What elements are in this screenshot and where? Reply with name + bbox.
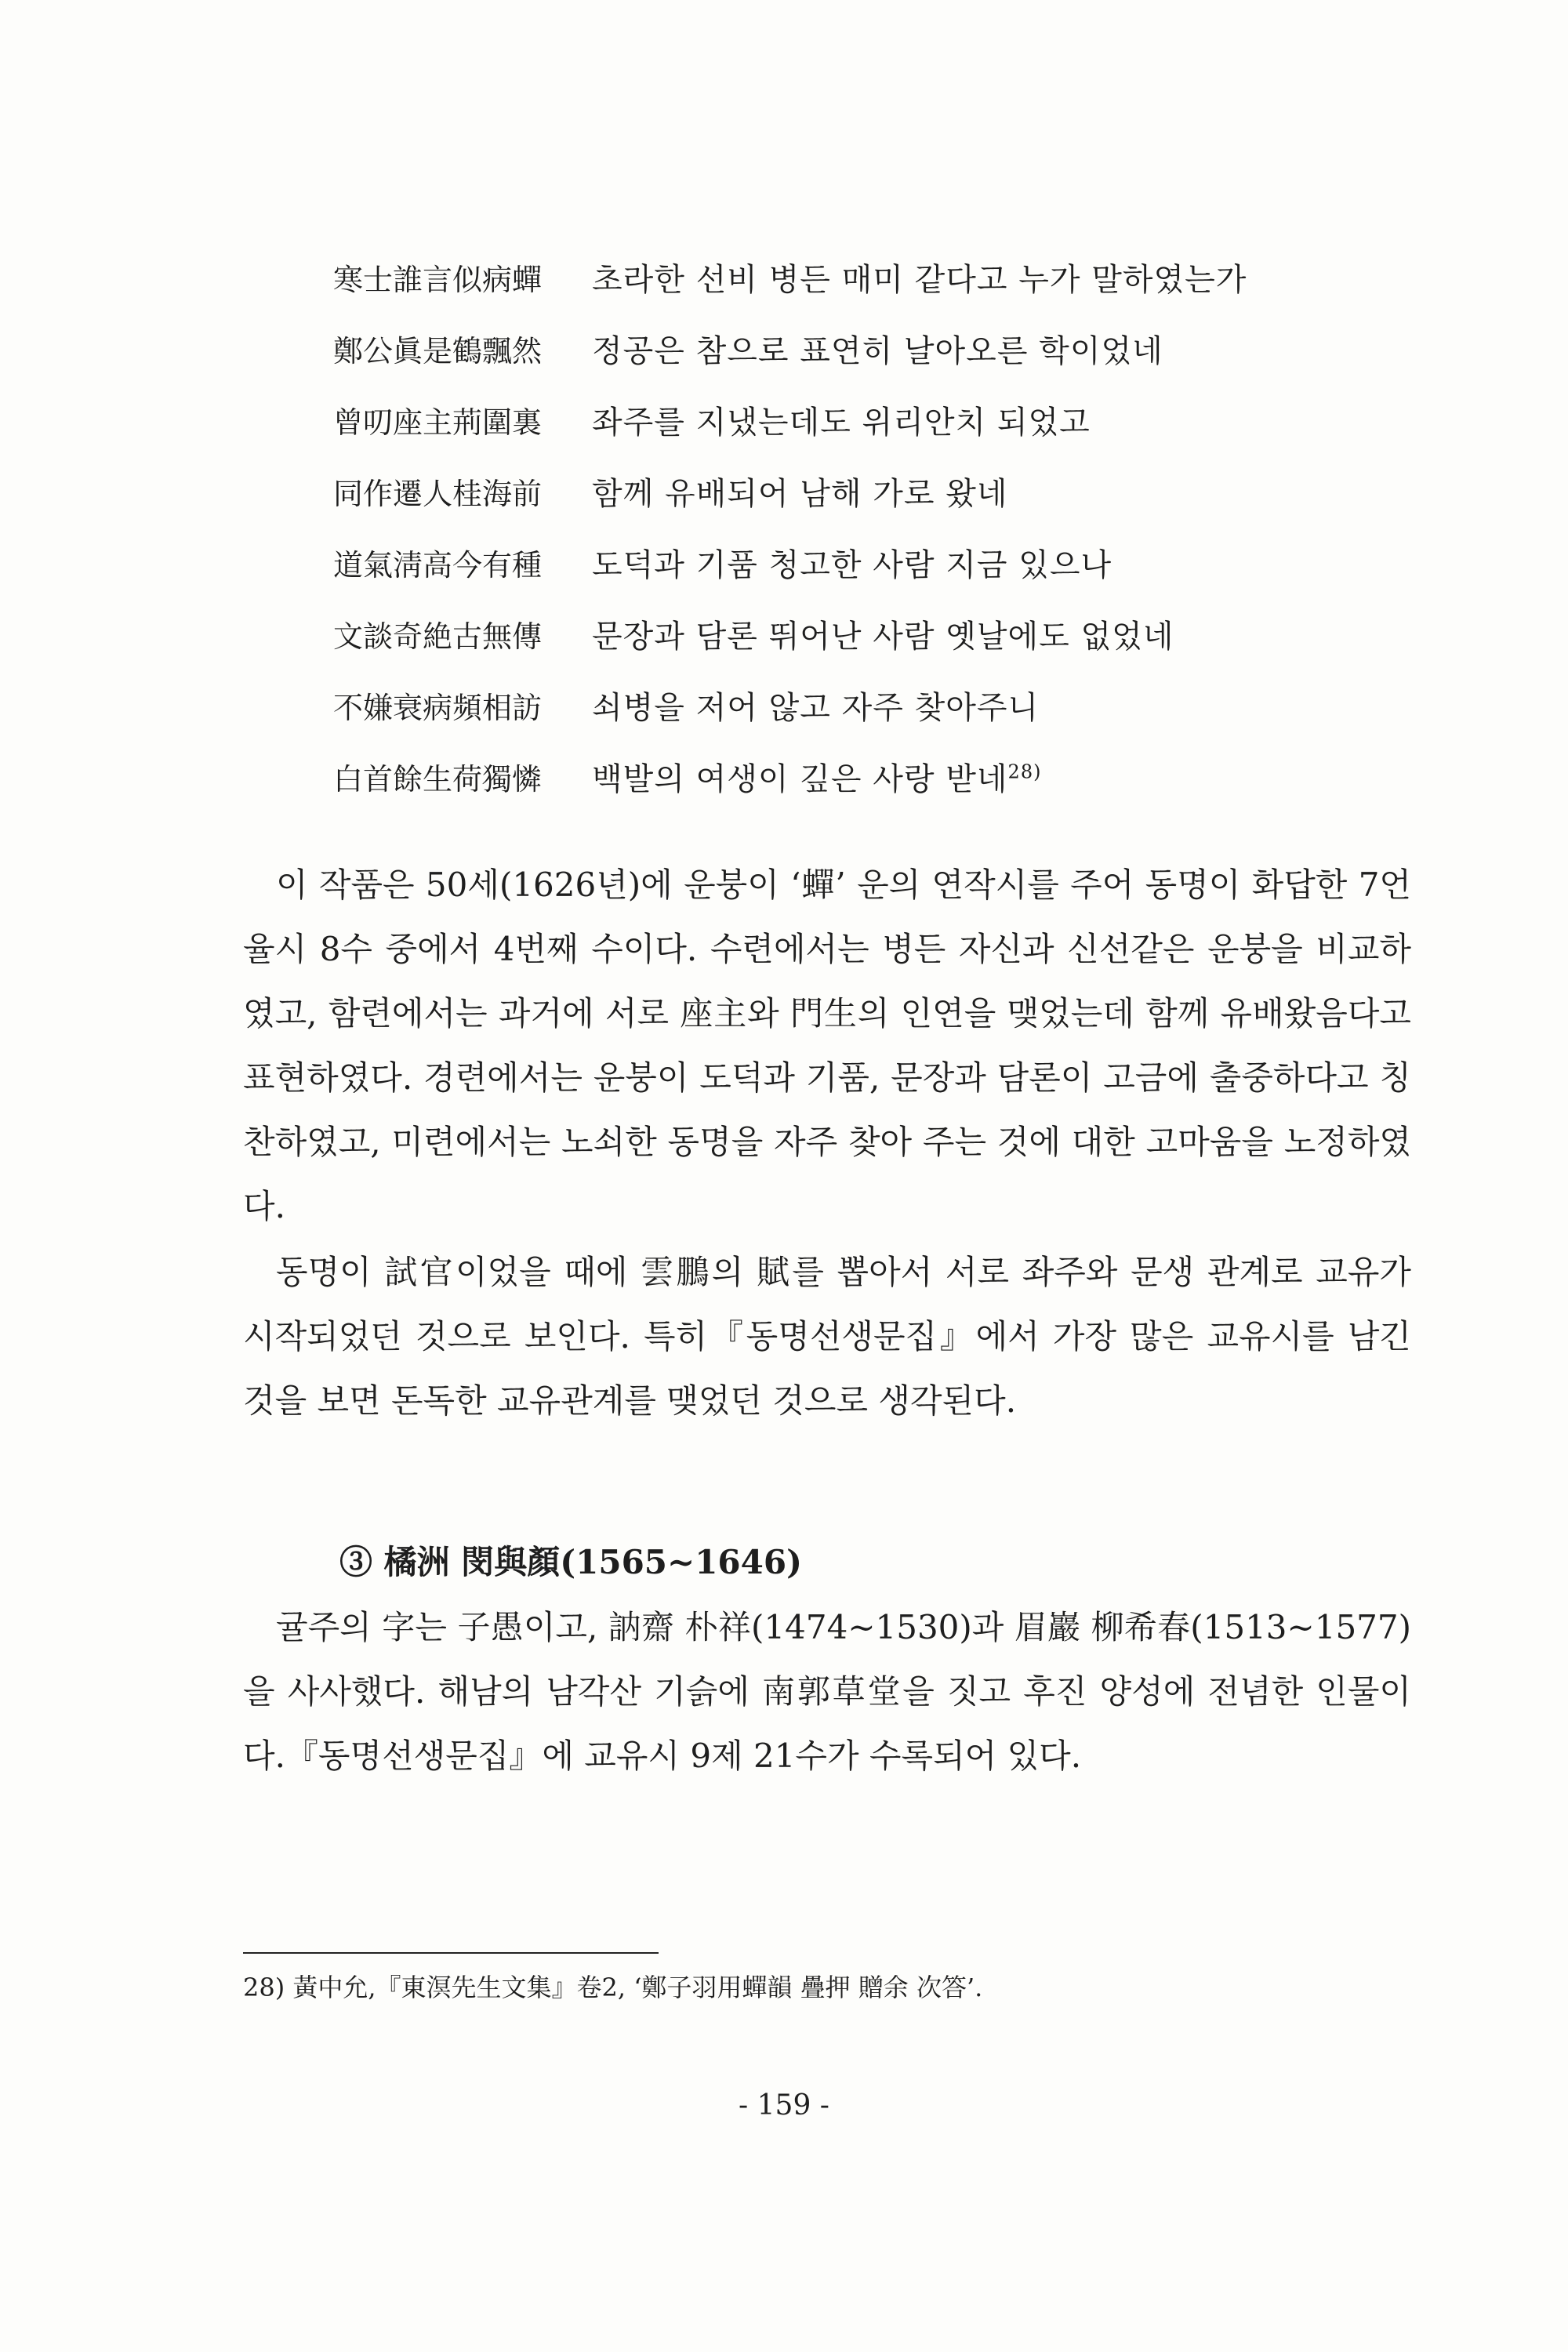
poem-line: [333, 683, 1431, 754]
poem-line: [333, 612, 1431, 683]
poem-hanja-text: 曾叨座主荊圍裏: [333, 405, 543, 440]
section-heading: ③ 橘洲 閔與顏(1565~1646): [339, 1543, 802, 1581]
paragraph-text: 동명이 試官이었을 때에 雲鵬의 賦를 뽑아서 서로 좌주와 문생 관계로 교유가 시작되었던 것으로 보인다. 특히『동명선생문집』에서 가장 많은 교유시를 남긴 것을 보면 돈독한 교유관계를 맺었던 것으로 생각된다.: [243, 1253, 1411, 1420]
footnote-reference[interactable]: 28): [1007, 760, 1042, 783]
poem-korean-text: 정공은 참으로 표연히 날아오른 학이었네: [592, 333, 1163, 369]
poem-korean-text: 함께 유배되어 남해 가로 왔네: [592, 476, 1008, 512]
poem-hanja-text: 道氣淸高今有種: [333, 548, 543, 583]
poem-line: [333, 540, 1431, 612]
poem-hanja-text: 同作遷人桂海前: [333, 477, 543, 511]
poem-hanja-text: 不嫌衰病頻相訪: [333, 691, 543, 725]
poem-line: [333, 469, 1431, 540]
poem-hanja-text: 白首餘生荷獨憐: [333, 762, 543, 797]
poem-line: [333, 326, 1431, 397]
poem-korean-line-text: 백발의 여생이 깊은 사랑 받네: [592, 761, 1008, 797]
poem-korean-text: 쇠병을 저어 않고 자주 찾아주니: [592, 690, 1040, 726]
paragraph-text: 귤주의 字는 子愚이고, 訥齋 朴祥(1474~1530)과 眉巖 柳希春(1513~1577)을 사사했다. 해남의 남각산 기슭에 南郭草堂을 짓고 후진 양성에 전념한 인물이다.『동명선생문집』에 교유시 9제 21수가 수록되어 있다.: [243, 1608, 1411, 1775]
poem-line: [333, 255, 1431, 326]
poem-hanja-text: 寒士誰言似病蟬: [333, 263, 543, 297]
paragraph-text: 이 작품은 50세(1626년)에 운붕이 ‘蟬’ 운의 연작시를 주어 동명이 화답한 7언 율시 8수 중에서 4번째 수이다. 수련에서는 병든 자신과 신선같은 운붕을 비교하였고, 함련에서는 과거에 서로 座主와 門生의 인연을 맺었는데 함께 유배왔음다고 표현하였다. 경련에서는 운붕이 도덕과 기품, 문장과 담론이 고금에 출중하다고 칭찬하였고, 미련에서는 노쇠한 동명을 자주 찾아 주는 것에 대한 고마움을 노정하였다.: [243, 866, 1411, 1225]
commentary-paragraph: [243, 853, 1411, 1239]
biography-paragraph: [243, 1595, 1411, 1788]
poem-korean-text: 초라한 선비 병든 매미 같다고 누가 말하였는가: [592, 262, 1247, 298]
commentary-paragraph: [243, 1240, 1411, 1433]
poem-korean-text: 도덕과 기품 청고한 사람 지금 있으나: [592, 547, 1112, 583]
poem-line: [333, 397, 1431, 469]
footnote-divider: [243, 1952, 659, 1954]
page-number: - 159 -: [739, 2089, 829, 2122]
poem-korean-text: 좌주를 지냈는데도 위리안치 되었고: [592, 405, 1091, 441]
poem-line: [333, 754, 1431, 826]
poem-korean-text: 문장과 담론 뛰어난 사람 옛날에도 없었네: [592, 619, 1174, 655]
poem-hanja-text: 文談奇絶古無傳: [333, 619, 543, 654]
poem-block: [333, 255, 1431, 826]
footnote: 28) 黃中允,『東溟先生文集』卷2, ‘鄭子羽用蟬韻 疊押 贈余 次答’.: [243, 1973, 983, 2002]
poem-korean-text: [592, 754, 1041, 799]
poem-hanja-text: 鄭公眞是鶴飄然: [333, 334, 543, 368]
